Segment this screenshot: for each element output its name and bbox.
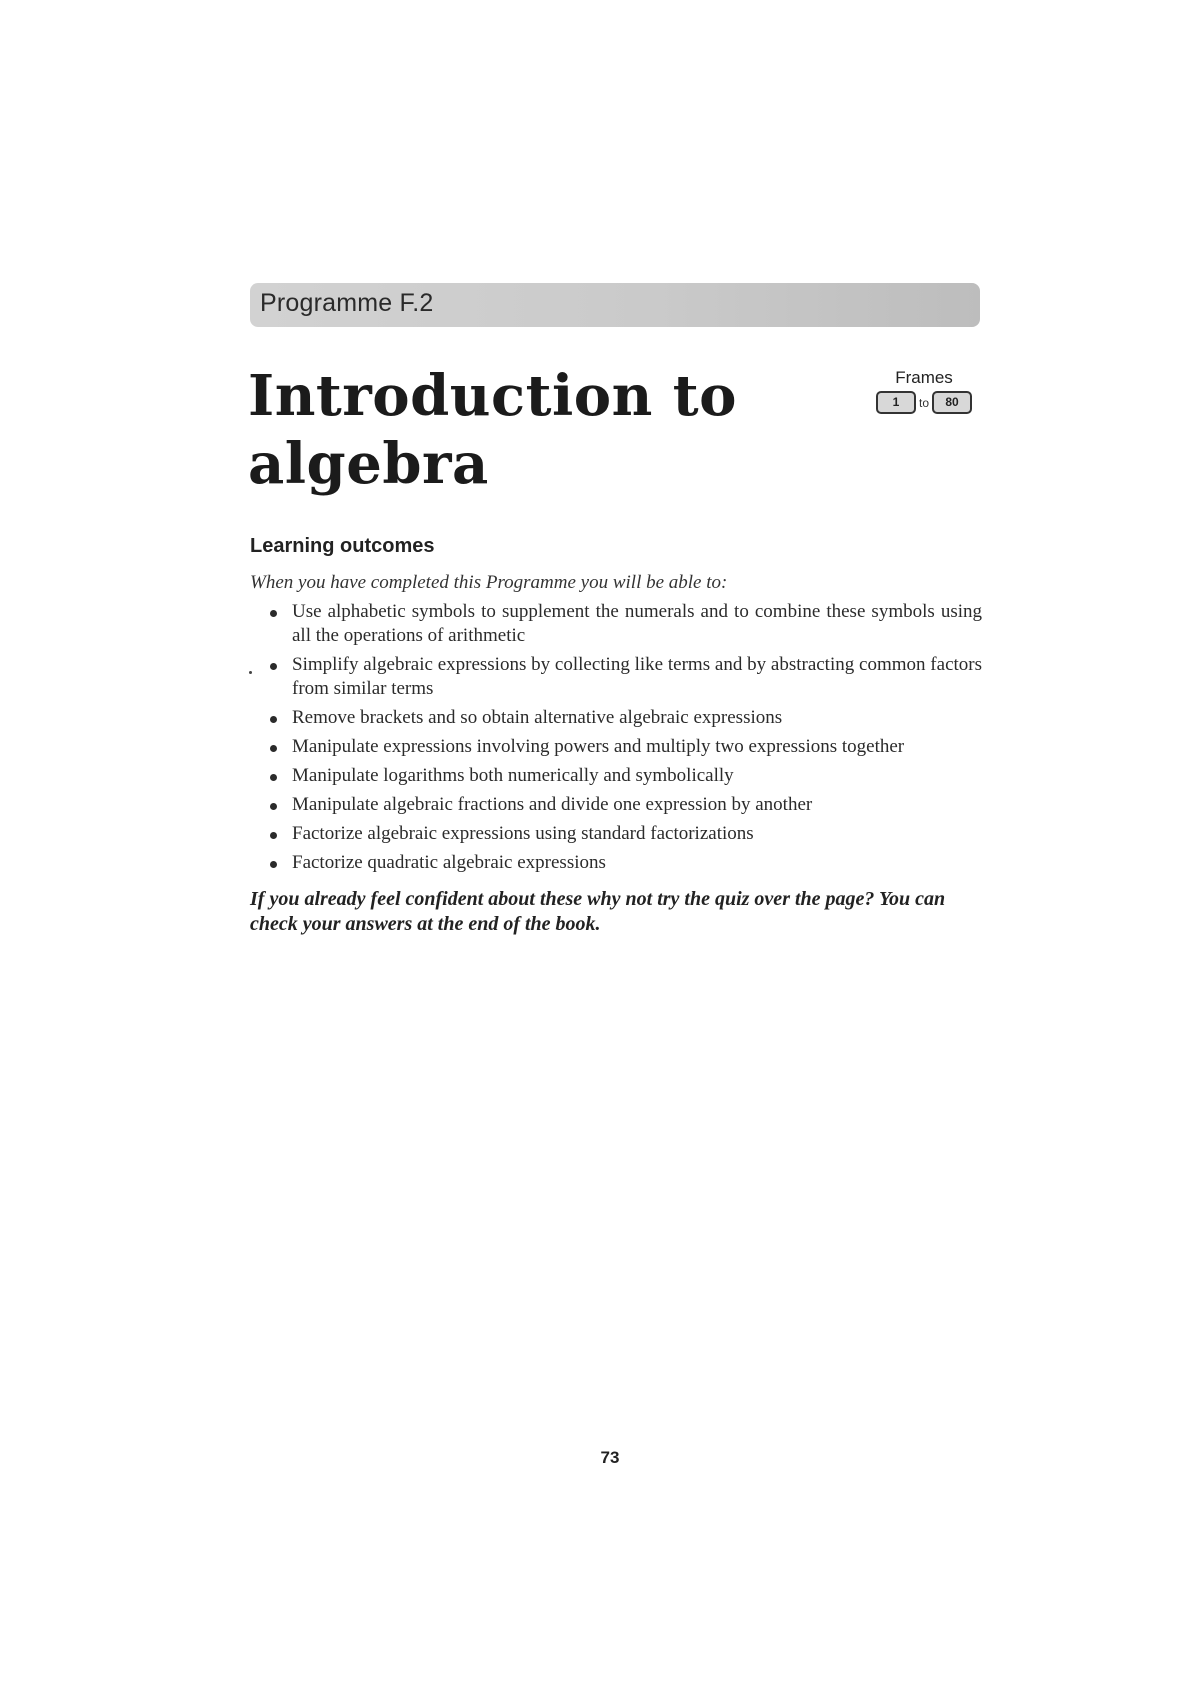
learning-outcomes-heading: Learning outcomes — [250, 535, 435, 557]
list-item — [250, 851, 982, 875]
list-item-text: Manipulate expressions involving powers and multiply two expressions together — [292, 736, 905, 757]
frames-range — [868, 391, 980, 414]
list-item-text: Factorize quadratic algebraic expressions — [292, 852, 606, 873]
bullet-icon — [270, 774, 277, 781]
list-item — [250, 653, 982, 701]
list-item — [250, 764, 982, 788]
list-item — [250, 706, 982, 730]
list-item-text: Manipulate algebraic fractions and divide one expression by another — [292, 794, 813, 815]
bullet-icon — [270, 745, 277, 752]
learning-outcomes-intro: When you have completed this Programme you will be able to: — [250, 572, 728, 593]
page-number: 73 — [600, 1448, 620, 1467]
list-item-text: Manipulate logarithms both numerically and symbolically — [292, 765, 734, 786]
list-item — [250, 793, 982, 817]
list-item-text: Factorize algebraic expressions using standard factorizations — [292, 823, 754, 844]
bullet-icon — [270, 610, 277, 617]
chapter-title-line-1: Introduction to — [248, 363, 738, 429]
learning-outcomes-section — [250, 535, 982, 937]
list-item-text: Remove brackets and so obtain alternative algebraic expressions — [292, 707, 783, 728]
list-item — [250, 822, 982, 846]
list-item-text: Simplify algebraic expressions by collecting like terms and by abstracting common factors from similar terms — [292, 654, 982, 699]
bullet-icon — [270, 716, 277, 723]
frame-end-box: 80 — [932, 391, 972, 414]
programme-label: Programme F.2 — [260, 289, 434, 317]
frame-start-box: 1 — [876, 391, 916, 414]
list-item — [250, 735, 982, 759]
bullet-icon — [270, 663, 277, 670]
programme-banner — [250, 283, 980, 327]
bullet-icon — [270, 832, 277, 839]
frame-to-label: to — [918, 395, 929, 410]
learning-outcomes-list — [250, 600, 982, 875]
list-item — [250, 600, 982, 648]
bullet-icon — [270, 861, 277, 868]
frames-label: Frames — [895, 368, 953, 387]
chapter-title — [248, 362, 808, 498]
list-item-text: Use alphabetic symbols to supplement the numerals and to combine these symbols using all the operations of arithmetic — [292, 601, 982, 646]
bullet-icon — [270, 803, 277, 810]
frames-indicator — [868, 368, 980, 414]
chapter-title-line-2: algebra — [248, 431, 489, 497]
quiz-prompt: If you already feel confident about these why not try the quiz over the page? You can check your answers at the end of the book. — [250, 888, 946, 935]
